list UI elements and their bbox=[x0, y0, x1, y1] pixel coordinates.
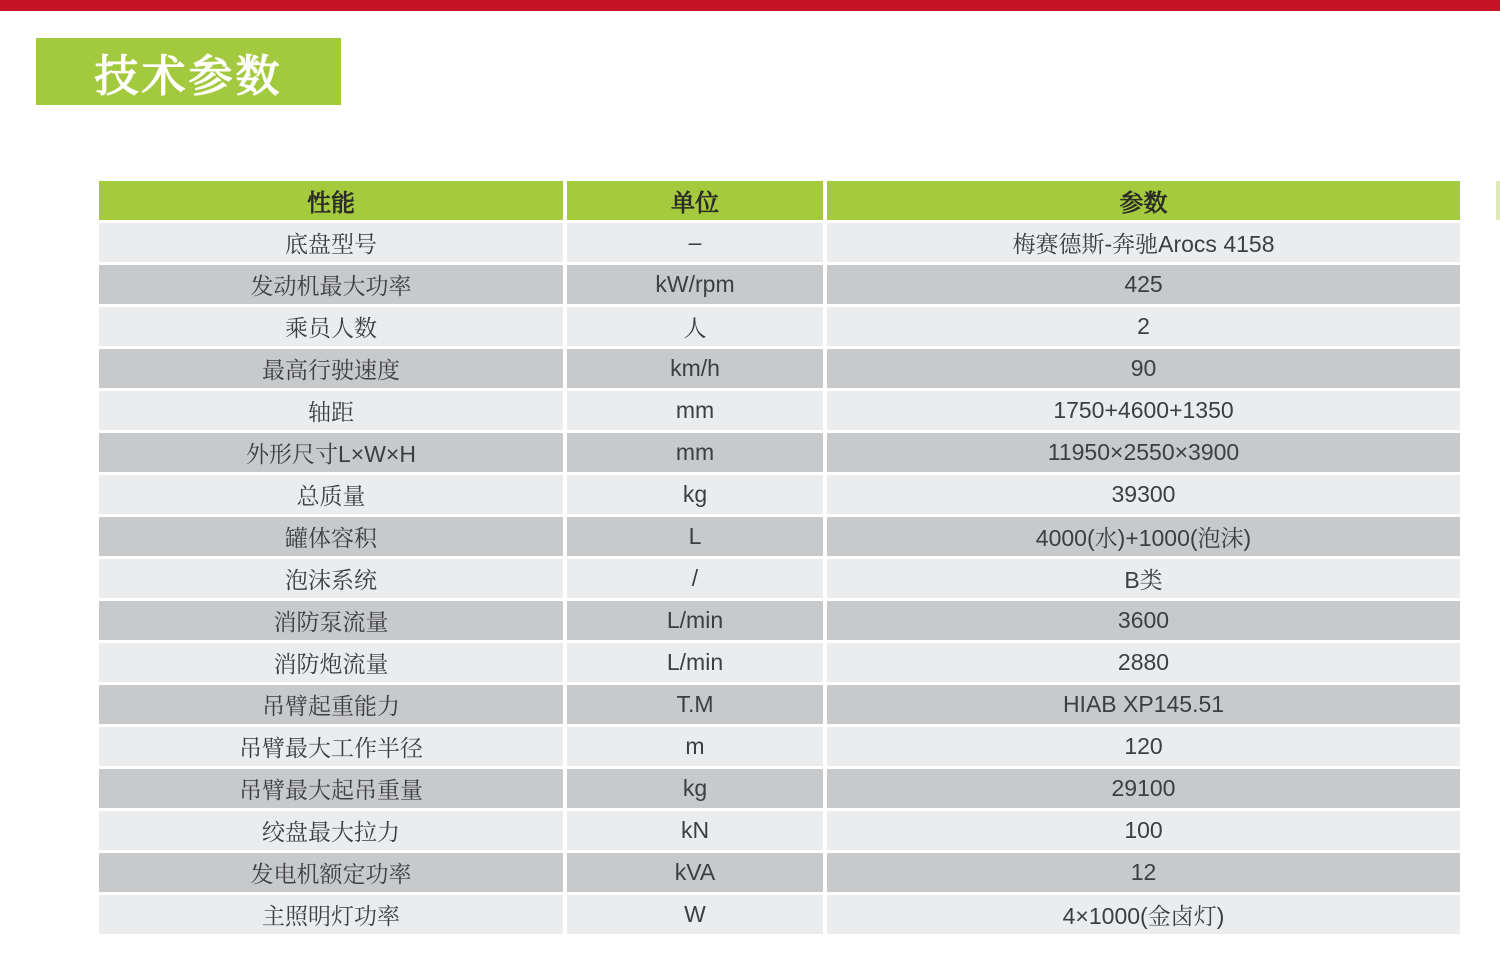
spec-name-cell: 总质量 bbox=[99, 475, 563, 514]
table-row bbox=[99, 643, 1460, 682]
table-row bbox=[99, 307, 1460, 346]
spec-unit-cell: W bbox=[567, 895, 823, 934]
table-row bbox=[99, 727, 1460, 766]
table-row bbox=[99, 223, 1460, 262]
spec-unit-cell: kN bbox=[567, 811, 823, 850]
spec-unit-cell: kg bbox=[567, 475, 823, 514]
spec-unit-cell: mm bbox=[567, 433, 823, 472]
spec-unit-cell: kW/rpm bbox=[567, 265, 823, 304]
spec-name-cell: 主照明灯功率 bbox=[99, 895, 563, 934]
spec-value-cell: 39300 bbox=[827, 475, 1460, 514]
spec-name-cell: 绞盘最大拉力 bbox=[99, 811, 563, 850]
table-row bbox=[99, 769, 1460, 808]
spec-unit-cell: – bbox=[567, 223, 823, 262]
spec-name-cell: 乘员人数 bbox=[99, 307, 563, 346]
table-row bbox=[99, 559, 1460, 598]
section-title-badge bbox=[36, 38, 341, 105]
header-cell-performance: 性能 bbox=[99, 181, 563, 220]
spec-value-cell: 11950×2550×3900 bbox=[827, 433, 1460, 472]
spec-name-cell: 发动机最大功率 bbox=[99, 265, 563, 304]
header-cell-unit: 单位 bbox=[567, 181, 823, 220]
spec-value-cell: 100 bbox=[827, 811, 1460, 850]
spec-value-cell: HIAB XP145.51 bbox=[827, 685, 1460, 724]
spec-value-cell: 1750+4600+1350 bbox=[827, 391, 1460, 430]
spec-name-cell: 底盘型号 bbox=[99, 223, 563, 262]
spec-unit-cell: / bbox=[567, 559, 823, 598]
spec-name-cell: 吊臂最大起吊重量 bbox=[99, 769, 563, 808]
spec-unit-cell: L/min bbox=[567, 643, 823, 682]
spec-value-cell: 12 bbox=[827, 853, 1460, 892]
table-row bbox=[99, 685, 1460, 724]
spec-value-cell: 4000(水)+1000(泡沫) bbox=[827, 517, 1460, 556]
spec-value-cell: 4×1000(金卤灯) bbox=[827, 895, 1460, 934]
spec-value-cell: 120 bbox=[827, 727, 1460, 766]
spec-table bbox=[99, 181, 1460, 934]
spec-unit-cell: kVA bbox=[567, 853, 823, 892]
spec-unit-cell: m bbox=[567, 727, 823, 766]
section-title: 技术参数 bbox=[94, 51, 283, 101]
spec-value-cell: 梅赛德斯-奔驰Arocs 4158 bbox=[827, 223, 1460, 262]
table-row bbox=[99, 853, 1460, 892]
spec-unit-cell: L/min bbox=[567, 601, 823, 640]
table-row bbox=[99, 391, 1460, 430]
spec-value-cell: 90 bbox=[827, 349, 1460, 388]
spec-value-cell: 2880 bbox=[827, 643, 1460, 682]
spec-unit-cell: mm bbox=[567, 391, 823, 430]
spec-unit-cell: 人 bbox=[567, 307, 823, 346]
top-accent-bar bbox=[0, 0, 1500, 11]
spec-unit-cell: kg bbox=[567, 769, 823, 808]
cropped-adjacent-table-sliver bbox=[1496, 181, 1500, 220]
table-row bbox=[99, 349, 1460, 388]
table-row bbox=[99, 811, 1460, 850]
table-row bbox=[99, 433, 1460, 472]
spec-name-cell: 轴距 bbox=[99, 391, 563, 430]
spec-value-cell: 3600 bbox=[827, 601, 1460, 640]
spec-name-cell: 外形尺寸L×W×H bbox=[99, 433, 563, 472]
spec-name-cell: 泡沫系统 bbox=[99, 559, 563, 598]
spec-value-cell: 425 bbox=[827, 265, 1460, 304]
table-header-row bbox=[99, 181, 1460, 220]
table-row bbox=[99, 265, 1460, 304]
table-row bbox=[99, 517, 1460, 556]
spec-name-cell: 罐体容积 bbox=[99, 517, 563, 556]
table-row bbox=[99, 895, 1460, 934]
spec-name-cell: 吊臂起重能力 bbox=[99, 685, 563, 724]
spec-unit-cell: L bbox=[567, 517, 823, 556]
spec-name-cell: 最高行驶速度 bbox=[99, 349, 563, 388]
spec-unit-cell: T.M bbox=[567, 685, 823, 724]
spec-name-cell: 消防炮流量 bbox=[99, 643, 563, 682]
spec-name-cell: 消防泵流量 bbox=[99, 601, 563, 640]
spec-value-cell: B类 bbox=[827, 559, 1460, 598]
table-row bbox=[99, 475, 1460, 514]
spec-unit-cell: km/h bbox=[567, 349, 823, 388]
table-row bbox=[99, 601, 1460, 640]
spec-value-cell: 2 bbox=[827, 307, 1460, 346]
header-cell-parameter: 参数 bbox=[827, 181, 1460, 220]
spec-name-cell: 吊臂最大工作半径 bbox=[99, 727, 563, 766]
spec-value-cell: 29100 bbox=[827, 769, 1460, 808]
spec-name-cell: 发电机额定功率 bbox=[99, 853, 563, 892]
